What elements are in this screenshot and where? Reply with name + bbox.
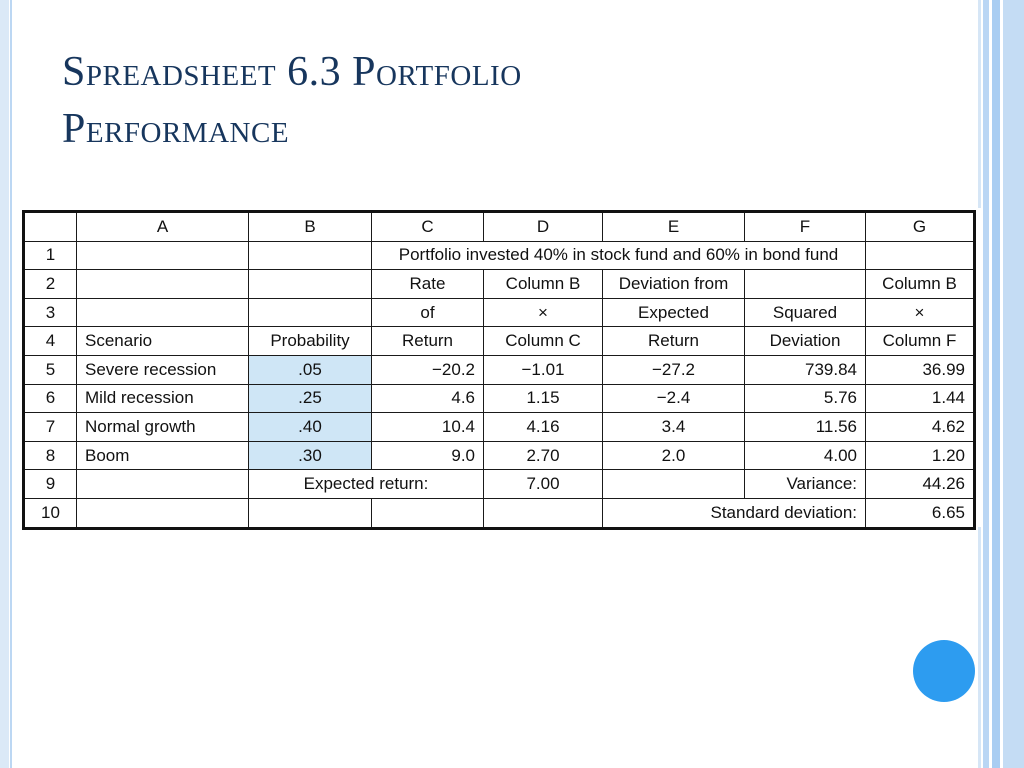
header-cell: Probability (249, 327, 372, 356)
sheet-row (24, 241, 975, 270)
standard-deviation-value: 6.65 (866, 498, 975, 528)
header-cell: Column B (484, 270, 603, 299)
spreadsheet-table (22, 210, 976, 530)
cell (77, 470, 249, 499)
header-cell: Expected (603, 298, 745, 327)
deviation-cell: −27.2 (603, 355, 745, 384)
row-number: 9 (24, 470, 77, 499)
header-cell: × (866, 298, 975, 327)
row-number: 2 (24, 270, 77, 299)
cell (249, 270, 372, 299)
header-cell: Column C (484, 327, 603, 356)
expected-return-value: 7.00 (484, 470, 603, 499)
cell (372, 498, 484, 528)
header-cell: Rate (372, 270, 484, 299)
column-header-f: F (745, 212, 866, 242)
scenario-row (24, 441, 975, 470)
slide-title-line-1: Spreadsheet 6.3 Portfolio (62, 49, 522, 95)
b-times-f-cell: 4.62 (866, 413, 975, 442)
right-decorative-bar (1003, 0, 1024, 768)
column-header-a: A (77, 212, 249, 242)
scenario-name: Boom (77, 441, 249, 470)
cell (249, 298, 372, 327)
header-cell: Deviation from (603, 270, 745, 299)
variance-label: Variance: (745, 470, 866, 499)
header-cell: Return (603, 327, 745, 356)
column-header-b: B (249, 212, 372, 242)
left-decorative-bar (0, 0, 9, 768)
column-header-c: C (372, 212, 484, 242)
deviation-cell: 2.0 (603, 441, 745, 470)
probability-cell: .25 (249, 384, 372, 413)
column-header-d: D (484, 212, 603, 242)
header-cell: Scenario (77, 327, 249, 356)
variance-value: 44.26 (866, 470, 975, 499)
row-number: 7 (24, 413, 77, 442)
column-header-g: G (866, 212, 975, 242)
rate-of-return-cell: 10.4 (372, 413, 484, 442)
header-cell: × (484, 298, 603, 327)
squared-deviation-cell: 4.00 (745, 441, 866, 470)
scenario-name: Mild recession (77, 384, 249, 413)
probability-cell: .40 (249, 413, 372, 442)
header-cell: Deviation (745, 327, 866, 356)
corner-cell (24, 212, 77, 242)
b-times-c-cell: 2.70 (484, 441, 603, 470)
header-cell (745, 270, 866, 299)
sheet-row (24, 298, 975, 327)
cell (77, 298, 249, 327)
accent-circle (913, 640, 975, 702)
header-cell: Column F (866, 327, 975, 356)
deviation-cell: −2.4 (603, 384, 745, 413)
slide-title-line-2: Performance (62, 106, 290, 152)
scenario-name: Normal growth (77, 413, 249, 442)
row-number: 3 (24, 298, 77, 327)
cell (77, 241, 249, 270)
b-times-c-cell: 1.15 (484, 384, 603, 413)
summary-row (24, 470, 975, 499)
left-decorative-line (10, 0, 12, 768)
scenario-row (24, 384, 975, 413)
scenario-row (24, 355, 975, 384)
row-number: 4 (24, 327, 77, 356)
right-decorative-bar (983, 0, 989, 768)
slide-title (62, 44, 942, 158)
column-header-row (24, 212, 975, 242)
b-times-c-cell: −1.01 (484, 355, 603, 384)
probability-cell: .05 (249, 355, 372, 384)
row-number: 1 (24, 241, 77, 270)
expected-return-label: Expected return: (249, 470, 484, 499)
summary-row (24, 498, 975, 528)
row-number: 6 (24, 384, 77, 413)
deviation-cell: 3.4 (603, 413, 745, 442)
cell (603, 470, 745, 499)
portfolio-description-cell: Portfolio invested 40% in stock fund and 60% in bond fund (372, 241, 866, 270)
b-times-f-cell: 1.20 (866, 441, 975, 470)
column-header-e: E (603, 212, 745, 242)
cell (866, 241, 975, 270)
header-cell: Squared (745, 298, 866, 327)
header-cell: of (372, 298, 484, 327)
rate-of-return-cell: 4.6 (372, 384, 484, 413)
b-times-c-cell: 4.16 (484, 413, 603, 442)
row-number: 5 (24, 355, 77, 384)
probability-cell: .30 (249, 441, 372, 470)
b-times-f-cell: 1.44 (866, 384, 975, 413)
spreadsheet-image (22, 208, 982, 527)
b-times-f-cell: 36.99 (866, 355, 975, 384)
header-cell: Return (372, 327, 484, 356)
header-cell: Column B (866, 270, 975, 299)
cell (249, 498, 372, 528)
rate-of-return-cell: 9.0 (372, 441, 484, 470)
cell (77, 498, 249, 528)
cell (77, 270, 249, 299)
squared-deviation-cell: 5.76 (745, 384, 866, 413)
scenario-row (24, 413, 975, 442)
rate-of-return-cell: −20.2 (372, 355, 484, 384)
sheet-row (24, 327, 975, 356)
row-number: 10 (24, 498, 77, 528)
cell (249, 241, 372, 270)
squared-deviation-cell: 739.84 (745, 355, 866, 384)
row-number: 8 (24, 441, 77, 470)
squared-deviation-cell: 11.56 (745, 413, 866, 442)
scenario-name: Severe recession (77, 355, 249, 384)
sheet-row (24, 270, 975, 299)
standard-deviation-label: Standard deviation: (603, 498, 866, 528)
right-decorative-bar (992, 0, 1000, 768)
cell (484, 498, 603, 528)
